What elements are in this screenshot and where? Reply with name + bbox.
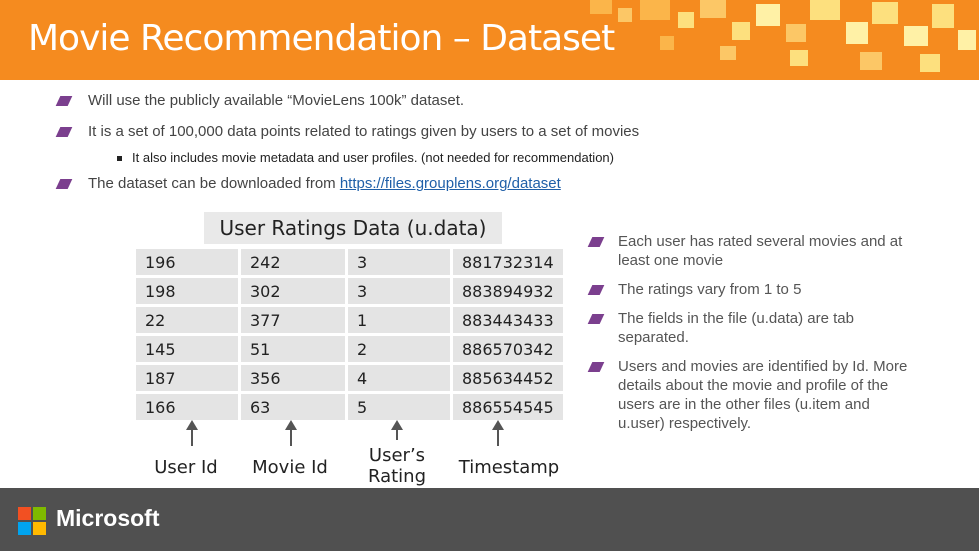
bullet-marker-icon — [588, 237, 605, 247]
ratings-table — [133, 246, 566, 423]
bullet-ids — [590, 357, 920, 433]
table-cell: 22 — [136, 307, 238, 333]
bullet-text: The fields in the file (u.data) are tab separated. — [618, 310, 854, 346]
table-cell: 145 — [136, 336, 238, 362]
table-cell: 886570342 — [453, 336, 563, 362]
table-row — [136, 249, 563, 275]
table-cell: 377 — [241, 307, 345, 333]
table-cell: 881732314 — [453, 249, 563, 275]
table-cell: 302 — [241, 278, 345, 304]
bullet-marker-icon — [588, 285, 605, 295]
bullet-rating-range — [590, 280, 920, 299]
label-user-rating: User’s Rating — [367, 445, 427, 487]
sub-bullet-text: It also includes movie metadata and user profiles. (not needed for recommendation) — [132, 150, 614, 165]
bullet-text: Will use the publicly available “MovieLens 100k” dataset. — [88, 92, 465, 109]
microsoft-wordmark: Microsoft — [56, 505, 160, 531]
bullet-data-points — [58, 123, 639, 140]
table-row — [136, 278, 563, 304]
dataset-link[interactable]: https://files.grouplens.org/dataset — [339, 175, 561, 192]
arrow-up-icon — [497, 422, 499, 446]
bullet-marker-icon — [56, 96, 73, 106]
table-row — [136, 336, 563, 362]
microsoft-logo-icon — [18, 507, 46, 535]
table-cell: 5 — [348, 394, 450, 420]
bullet-download — [58, 175, 561, 192]
table-cell: 356 — [241, 365, 345, 391]
bullet-text: It is a set of 100,000 data points related to ratings given by users to a set of movies — [88, 123, 640, 140]
arrow-up-icon — [191, 422, 193, 446]
table-cell: 51 — [241, 336, 345, 362]
label-timestamp: Timestamp — [458, 457, 560, 478]
table-cell: 3 — [348, 249, 450, 275]
slide-title: Movie Recommendation – Dataset — [28, 18, 615, 59]
label-user-id: User Id — [154, 457, 218, 478]
bullet-marker-icon — [588, 314, 605, 324]
table-row — [136, 394, 563, 420]
arrow-up-icon — [396, 422, 398, 440]
table-cell: 3 — [348, 278, 450, 304]
bullet-text: The ratings vary from 1 to 5 — [618, 281, 802, 298]
footer-bar — [0, 488, 979, 551]
bullet-text: Users and movies are identified by Id. More details about the movie and profile of the users are in the other files (u.item and u.user) respectively. — [618, 358, 908, 432]
bullet-marker-icon — [588, 362, 605, 372]
bullet-dataset — [58, 92, 464, 109]
table-cell: 1 — [348, 307, 450, 333]
sub-bullet-metadata — [117, 150, 614, 165]
decorative-squares — [560, 0, 979, 80]
bullet-marker-icon — [56, 179, 73, 189]
table-cell: 196 — [136, 249, 238, 275]
table-cell: 198 — [136, 278, 238, 304]
table-cell: 63 — [241, 394, 345, 420]
table-cell: 242 — [241, 249, 345, 275]
table-cell: 886554545 — [453, 394, 563, 420]
table-cell: 883443433 — [453, 307, 563, 333]
table-cell: 885634452 — [453, 365, 563, 391]
table-cell: 2 — [348, 336, 450, 362]
bullet-marker-icon — [56, 127, 73, 137]
label-movie-id: Movie Id — [252, 457, 328, 478]
square-bullet-icon — [117, 156, 122, 161]
right-bullet-list — [590, 232, 920, 443]
table-cell: 4 — [348, 365, 450, 391]
table-cell: 883894932 — [453, 278, 563, 304]
arrow-up-icon — [290, 422, 292, 446]
table-row — [136, 365, 563, 391]
table-cell: 166 — [136, 394, 238, 420]
slide-header — [0, 0, 979, 80]
bullet-each-user — [590, 232, 920, 270]
bullet-tab-separated — [590, 309, 920, 347]
bullet-text: The dataset can be downloaded from — [88, 175, 340, 192]
table-cell: 187 — [136, 365, 238, 391]
table-caption: User Ratings Data (u.data) — [204, 212, 502, 244]
table-row — [136, 307, 563, 333]
bullet-text: Each user has rated several movies and at least one movie — [618, 233, 903, 269]
